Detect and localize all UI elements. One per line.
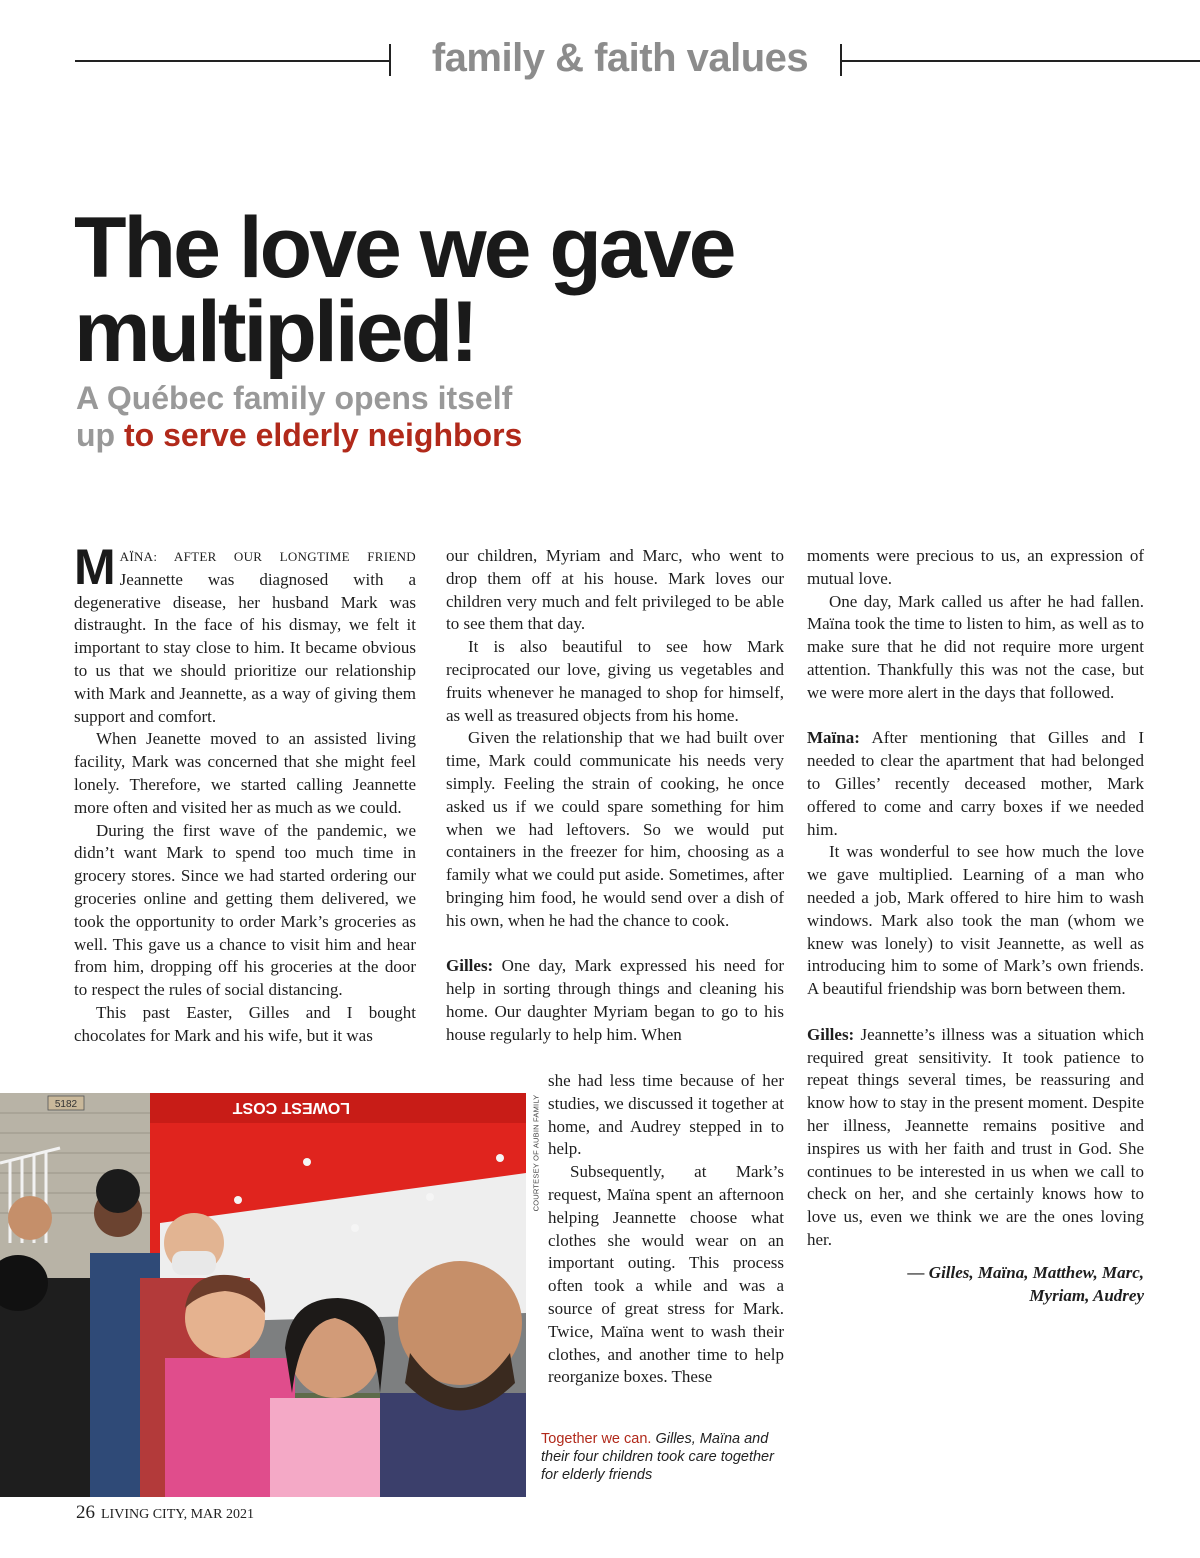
- header-tick-left: [389, 44, 391, 76]
- drop-cap: M: [74, 539, 116, 595]
- article-column-3: [807, 545, 1144, 1307]
- family-photo: [0, 1093, 526, 1497]
- signature: [807, 1262, 1144, 1308]
- header-rule-left: [75, 60, 390, 62]
- photo-credit-text: COURTESEY OF AUBIN FAMILY: [531, 1094, 541, 1212]
- paragraph: During the first wave of the pandemic, we didn’t want Mark to spend too much time in grocery stores. Since we had started ordering our groceries online and getting them delivered, we took the opportunity to order Mark’s groceries as well. This gave us a chance to visit him and hear from him, dropping off his groceries at the door to respect the rules of social distancing.: [74, 820, 416, 1000]
- header-rule-right: [840, 60, 1200, 62]
- subheadline: [76, 380, 776, 454]
- headline-line-2: multiplied!: [74, 284, 476, 380]
- house-number-sign: 5182: [54, 1099, 78, 1110]
- page-footer: [76, 1502, 254, 1524]
- paragraph: This past Easter, Gilles and I bought chocolates for Mark and his wife, but it was: [74, 1002, 416, 1045]
- photo-caption: [541, 1430, 791, 1484]
- paragraph: [807, 1024, 1144, 1252]
- signature-line-1: — Gilles, Maïna, Matthew, Marc,: [907, 1262, 1144, 1282]
- paragraph: Subsequently, at Mark’s request, Maïna spent an afternoon helping Jeannette choose what clothes she would wear on an important outing. This process often took a while and was a source of great stress for Mark. Twice, Maïna went to wash their clothes, and another time to help reorganize boxes. These: [548, 1162, 784, 1387]
- speaker-label: Maïna:: [807, 728, 860, 748]
- signature-line-2: Myriam, Audrey: [1029, 1285, 1144, 1305]
- paragraph: When Jeanette moved to an assisted living facility, Mark was concerned that she might feel lonely. Therefore, we started calling Jeannette more often and visited her as much as we could.: [74, 729, 416, 817]
- subhead-gray-1: A Québec family opens itself: [76, 380, 513, 416]
- paragraph: she had less time because of her studies, we discussed it together at home, and Audrey stepped in to help.: [548, 1071, 784, 1159]
- article-column-2-continued: [548, 1070, 784, 1389]
- article-column-2: [446, 545, 784, 1047]
- paragraph: [446, 955, 784, 1046]
- speaker-label: Gilles:: [807, 1024, 855, 1044]
- paragraph: Given the relationship that we had built over time, Mark could communicate his needs very simply. Feeling the strain of cooking, he once asked us if we could spare something for him when we had leftovers. So we would put containers in the freezer for him, choosing as a family what we could put aside. Sometimes, after bringing him food, he would send over a dish of his own, when he had the chance to cook.: [446, 728, 784, 930]
- subhead-gray-2: up: [76, 417, 116, 453]
- paragraph: moments were precious to us, an expression of mutual love.: [807, 546, 1144, 588]
- paragraph: our children, Myriam and Marc, who went to drop them off at his house. Mark loves our children very much and felt privileged to be able to see them that day.: [446, 546, 784, 634]
- publication-info: LIVING CITY, MAR 2021: [101, 1507, 254, 1522]
- paragraph-text: Jeannette’s illness was a situation which required great sensitivity. It took patience to repeat things several times, be reassuring and know how to stay in the present moment. Despite her illness, Jeannette remains positive and inspires us with her faith and trust in God. She continues to be interested in us when we call to check on her, and she certainly knows how to love us, even we think we are the ones loving her.: [807, 1024, 1144, 1249]
- paragraph: [74, 539, 416, 728]
- paragraph: It was wonderful to see how much the love we gave multiplied. Learning of a man who needed a job, Mark offered to hire him to wash windows. Mark also took the man (whom we knew was lonely) to visit Jeannette, as well as introducing him to some of Mark’s own friends. A beautiful friendship was born between them.: [807, 842, 1144, 999]
- speaker-label: Gilles:: [446, 956, 494, 976]
- paragraph-text: Jeannette was diagnosed with a degenerative disease, her husband Mark was distraught. In the face of his dismay, we felt it important to stay close to him. It became obvious to us that we should prioritize our relationship with Mark and Jeannette, as a way of giving them support and comfort.: [74, 569, 416, 726]
- photo-credit: [526, 1093, 546, 1213]
- section-title: family & faith values: [431, 36, 809, 80]
- paragraph: It is also beautiful to see how Mark reciprocated our love, giving us vegetables and fruits whenever he managed to shop for himself, as well as treasured objects from his home.: [446, 637, 784, 725]
- paragraph-text: After mentioning that Gilles and I needed to clear the apartment that had belonged to Gilles’ recently deceased mother, Mark offered to come and carry boxes if we needed him.: [807, 728, 1144, 839]
- paragraph-text: One day, Mark expressed his need for help in sorting through things and cleaning his home. Our daughter Myriam began to go to his house regularly to help him. When: [446, 956, 784, 1044]
- caption-lead: Together we can.: [541, 1431, 652, 1447]
- paragraph: One day, Mark called us after he had fallen. Maïna took the time to listen to him, as well as to make sure that he did not require more urgent attention. Thankfully this was not the case, but we were more alert in the days that followed.: [807, 591, 1144, 702]
- subhead-accent: to serve elderly neighbors: [123, 417, 523, 453]
- paragraph: [807, 727, 1144, 841]
- headline: [74, 200, 974, 380]
- intro-caps: AÏNA: AFTER OUR LONGTIME FRIEND: [119, 549, 416, 564]
- headline-line-1: The love we gave: [74, 200, 734, 296]
- article-column-1: [74, 539, 416, 1048]
- truck-lettering: LOWEST COST: [232, 1099, 350, 1116]
- page-number: 26: [76, 1502, 95, 1523]
- caption-text: Gilles, Maïna and their four children took care together for elderly friends: [541, 1431, 774, 1483]
- family-photo-illustration: [0, 1093, 526, 1497]
